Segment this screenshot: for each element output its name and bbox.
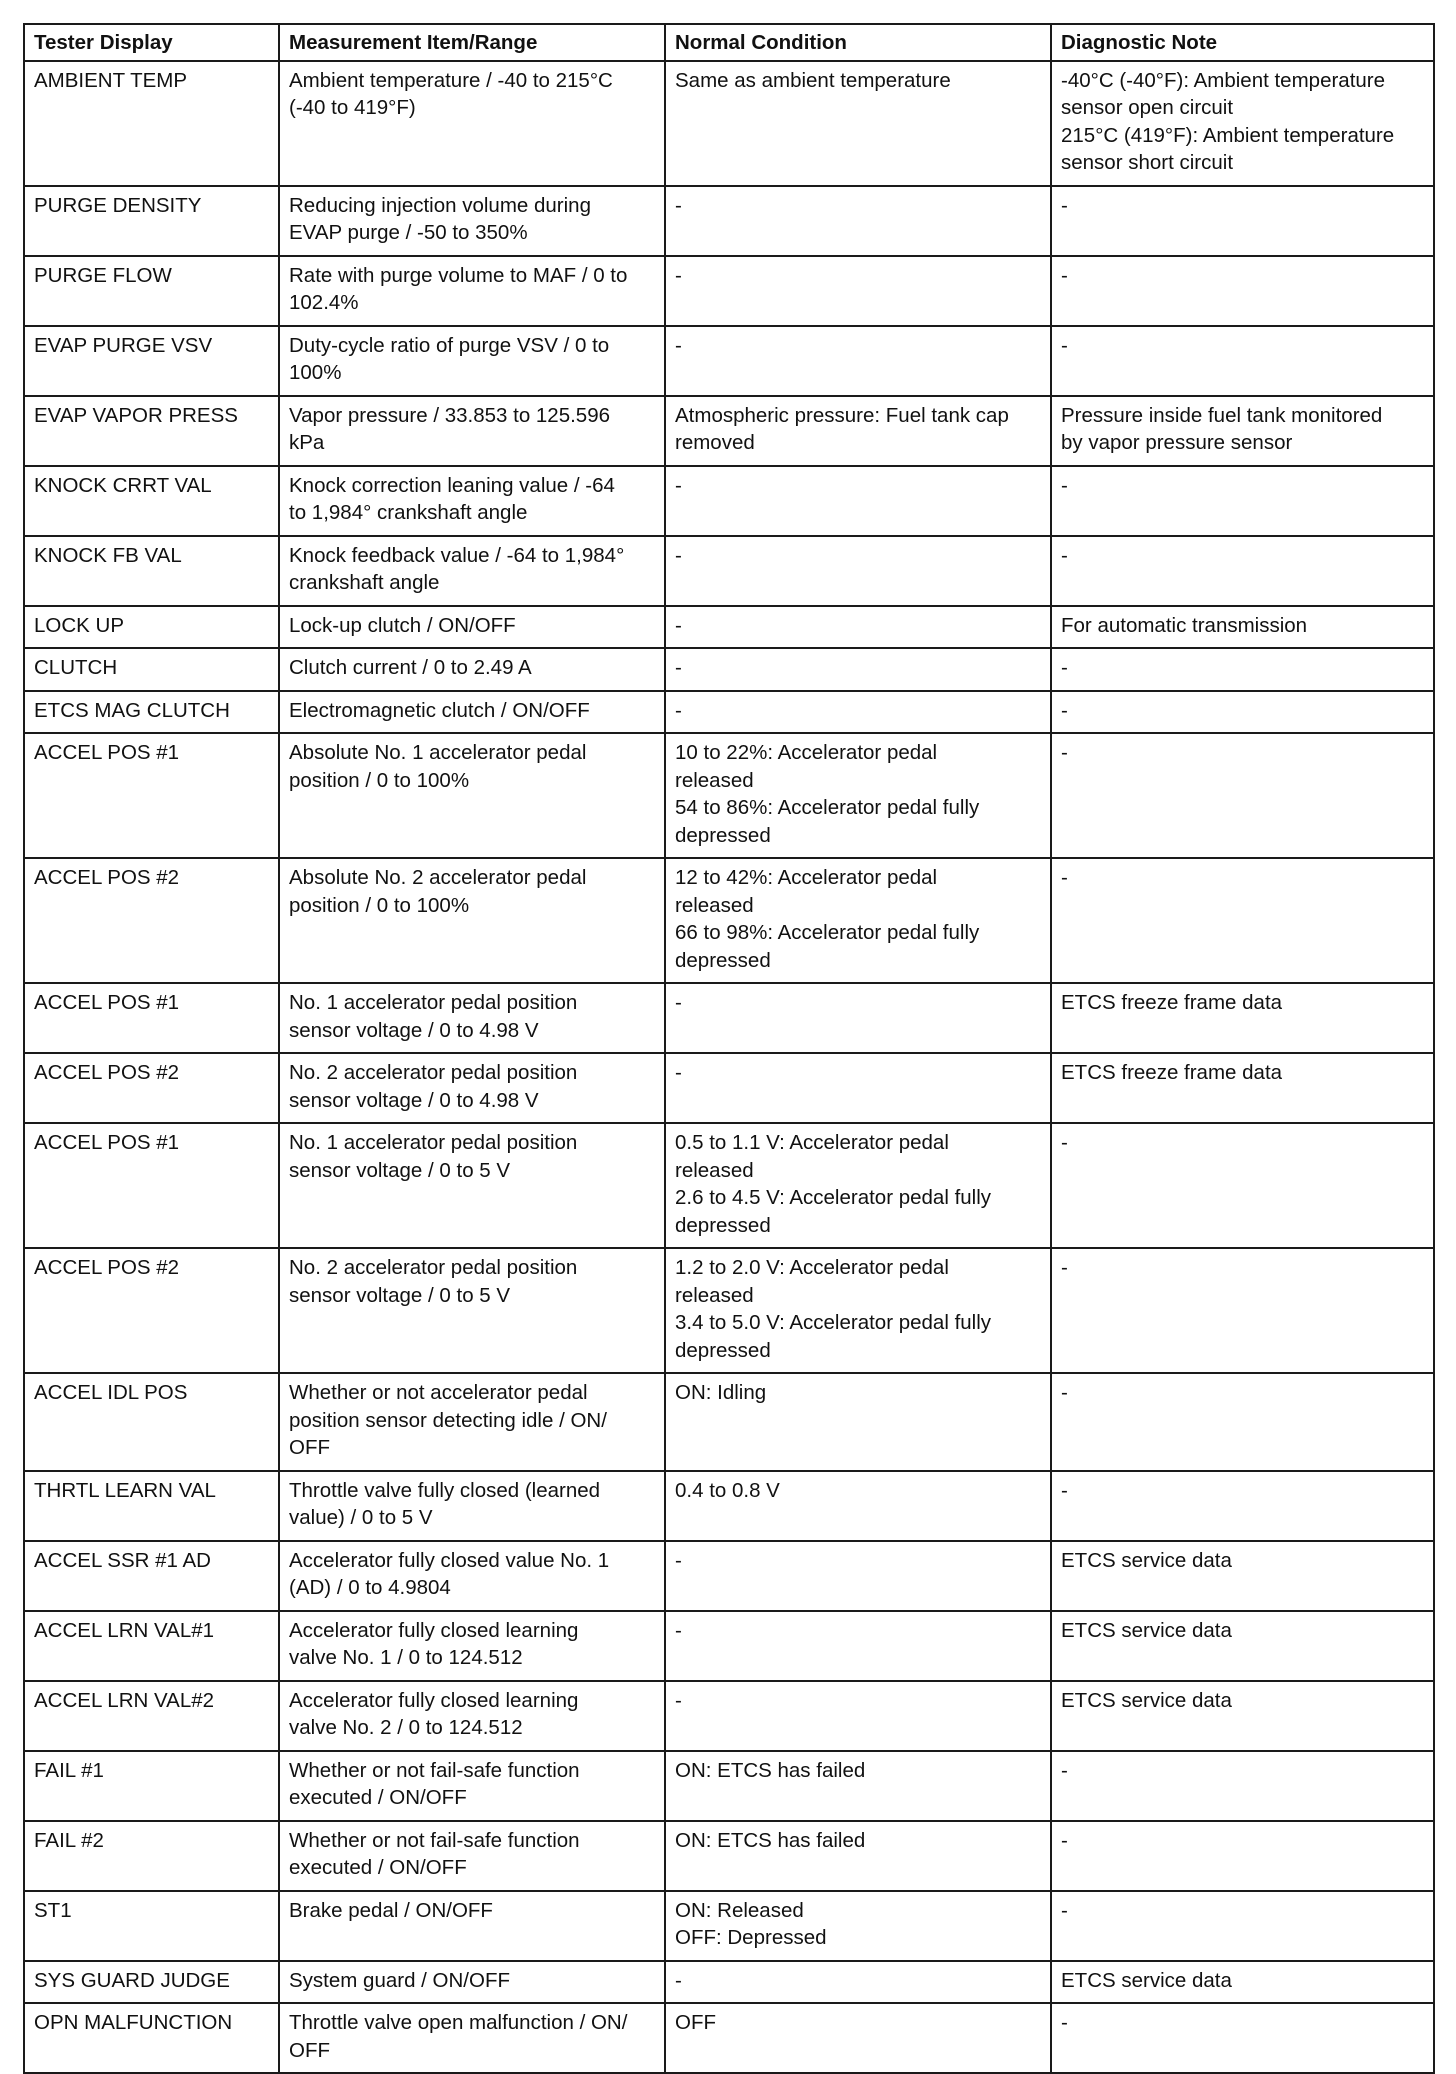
cell-tester-display: ACCEL POS #2 (24, 1248, 279, 1373)
cell-diagnostic-note: - (1051, 1471, 1434, 1541)
cell-measurement-item: Electromagnetic clutch / ON/OFF (279, 691, 665, 734)
cell-diagnostic-note: ETCS service data (1051, 1541, 1434, 1611)
cell-normal-condition: - (665, 983, 1051, 1053)
table-row (24, 186, 1434, 256)
table-row (24, 256, 1434, 326)
cell-normal-condition: - (665, 1681, 1051, 1751)
cell-measurement-item: Whether or not fail-safe function executed / ON/OFF (279, 1821, 665, 1891)
table-row (24, 858, 1434, 983)
cell-normal-condition: - (665, 606, 1051, 649)
cell-measurement-item: Throttle valve open malfunction / ON/ OFF (279, 2003, 665, 2073)
cell-normal-condition: ON: Idling (665, 1373, 1051, 1471)
cell-measurement-item: Duty-cycle ratio of purge VSV / 0 to 100% (279, 326, 665, 396)
cell-normal-condition: - (665, 648, 1051, 691)
cell-measurement-item: Knock feedback value / -64 to 1,984° crankshaft angle (279, 536, 665, 606)
table-row (24, 1611, 1434, 1681)
cell-tester-display: ACCEL POS #2 (24, 1053, 279, 1123)
cell-measurement-item: Throttle valve fully closed (learned value) / 0 to 5 V (279, 1471, 665, 1541)
cell-tester-display: THRTL LEARN VAL (24, 1471, 279, 1541)
cell-normal-condition: - (665, 536, 1051, 606)
header-diagnostic-note: Diagnostic Note (1051, 24, 1434, 61)
table-row (24, 1961, 1434, 2004)
table-row (24, 2003, 1434, 2073)
table-row (24, 326, 1434, 396)
header-measurement-item: Measurement Item/Range (279, 24, 665, 61)
table-row (24, 1681, 1434, 1751)
cell-normal-condition: - (665, 691, 1051, 734)
cell-measurement-item: No. 1 accelerator pedal position sensor voltage / 0 to 5 V (279, 1123, 665, 1248)
cell-diagnostic-note: - (1051, 1248, 1434, 1373)
table-body (24, 61, 1434, 2074)
tester-data-table (23, 23, 1435, 2074)
cell-diagnostic-note: - (1051, 256, 1434, 326)
cell-normal-condition: Same as ambient temperature (665, 61, 1051, 186)
cell-normal-condition: 0.4 to 0.8 V (665, 1471, 1051, 1541)
table-row (24, 536, 1434, 606)
cell-normal-condition: - (665, 326, 1051, 396)
cell-measurement-item: Vapor pressure / 33.853 to 125.596 kPa (279, 396, 665, 466)
cell-tester-display: EVAP VAPOR PRESS (24, 396, 279, 466)
cell-normal-condition: - (665, 1053, 1051, 1123)
table-row (24, 733, 1434, 858)
cell-normal-condition: - (665, 256, 1051, 326)
cell-normal-condition: Atmospheric pressure: Fuel tank cap removed (665, 396, 1051, 466)
cell-tester-display: ST1 (24, 1891, 279, 1961)
table-row (24, 1053, 1434, 1123)
cell-diagnostic-note: - (1051, 1821, 1434, 1891)
table-row (24, 1373, 1434, 1471)
cell-tester-display: SYS GUARD JUDGE (24, 1961, 279, 2004)
cell-measurement-item: Whether or not accelerator pedal position sensor detecting idle / ON/ OFF (279, 1373, 665, 1471)
cell-measurement-item: Brake pedal / ON/OFF (279, 1891, 665, 1961)
cell-measurement-item: No. 2 accelerator pedal position sensor voltage / 0 to 4.98 V (279, 1053, 665, 1123)
cell-measurement-item: Clutch current / 0 to 2.49 A (279, 648, 665, 691)
cell-measurement-item: No. 2 accelerator pedal position sensor voltage / 0 to 5 V (279, 1248, 665, 1373)
cell-normal-condition: 0.5 to 1.1 V: Accelerator pedal released 2.6 to 4.5 V: Accelerator pedal fully depressed (665, 1123, 1051, 1248)
cell-tester-display: ACCEL LRN VAL#2 (24, 1681, 279, 1751)
cell-measurement-item: Absolute No. 2 accelerator pedal position / 0 to 100% (279, 858, 665, 983)
cell-tester-display: ACCEL IDL POS (24, 1373, 279, 1471)
cell-diagnostic-note: ETCS service data (1051, 1681, 1434, 1751)
table-row (24, 1751, 1434, 1821)
cell-measurement-item: Lock-up clutch / ON/OFF (279, 606, 665, 649)
cell-tester-display: PURGE FLOW (24, 256, 279, 326)
cell-diagnostic-note: - (1051, 466, 1434, 536)
cell-measurement-item: No. 1 accelerator pedal position sensor voltage / 0 to 4.98 V (279, 983, 665, 1053)
cell-diagnostic-note: - (1051, 2003, 1434, 2073)
cell-diagnostic-note: - (1051, 1751, 1434, 1821)
cell-normal-condition: - (665, 186, 1051, 256)
cell-tester-display: CLUTCH (24, 648, 279, 691)
cell-measurement-item: Accelerator fully closed learning valve No. 2 / 0 to 124.512 (279, 1681, 665, 1751)
cell-measurement-item: Whether or not fail-safe function executed / ON/OFF (279, 1751, 665, 1821)
cell-tester-display: KNOCK FB VAL (24, 536, 279, 606)
cell-diagnostic-note: - (1051, 648, 1434, 691)
cell-tester-display: AMBIENT TEMP (24, 61, 279, 186)
cell-diagnostic-note: - (1051, 326, 1434, 396)
cell-normal-condition: - (665, 466, 1051, 536)
cell-diagnostic-note: - (1051, 691, 1434, 734)
cell-normal-condition: ON: ETCS has failed (665, 1751, 1051, 1821)
cell-diagnostic-note: ETCS service data (1051, 1961, 1434, 2004)
header-normal-condition: Normal Condition (665, 24, 1051, 61)
cell-normal-condition: - (665, 1611, 1051, 1681)
table-row (24, 1123, 1434, 1248)
cell-diagnostic-note: Pressure inside fuel tank monitored by vapor pressure sensor (1051, 396, 1434, 466)
table-row (24, 1821, 1434, 1891)
table-row (24, 1471, 1434, 1541)
cell-tester-display: ACCEL POS #1 (24, 983, 279, 1053)
table-row (24, 396, 1434, 466)
cell-tester-display: ACCEL POS #1 (24, 1123, 279, 1248)
cell-tester-display: PURGE DENSITY (24, 186, 279, 256)
table-header-row (24, 24, 1434, 61)
table-row (24, 1541, 1434, 1611)
cell-diagnostic-note: ETCS freeze frame data (1051, 1053, 1434, 1123)
cell-normal-condition: 12 to 42%: Accelerator pedal released 66 to 98%: Accelerator pedal fully depressed (665, 858, 1051, 983)
cell-tester-display: ACCEL LRN VAL#1 (24, 1611, 279, 1681)
cell-tester-display: FAIL #2 (24, 1821, 279, 1891)
cell-normal-condition: - (665, 1961, 1051, 2004)
cell-measurement-item: Ambient temperature / -40 to 215°C (-40 to 419°F) (279, 61, 665, 186)
table-row (24, 61, 1434, 186)
cell-diagnostic-note: For automatic transmission (1051, 606, 1434, 649)
cell-diagnostic-note: ETCS freeze frame data (1051, 983, 1434, 1053)
cell-tester-display: FAIL #1 (24, 1751, 279, 1821)
cell-tester-display: EVAP PURGE VSV (24, 326, 279, 396)
cell-tester-display: ACCEL SSR #1 AD (24, 1541, 279, 1611)
table-row (24, 606, 1434, 649)
cell-measurement-item: Accelerator fully closed learning valve No. 1 / 0 to 124.512 (279, 1611, 665, 1681)
cell-diagnostic-note: - (1051, 186, 1434, 256)
cell-measurement-item: Reducing injection volume during EVAP purge / -50 to 350% (279, 186, 665, 256)
cell-measurement-item: System guard / ON/OFF (279, 1961, 665, 2004)
cell-normal-condition: OFF (665, 2003, 1051, 2073)
cell-normal-condition: ON: Released OFF: Depressed (665, 1891, 1051, 1961)
cell-diagnostic-note: - (1051, 1891, 1434, 1961)
cell-normal-condition: 10 to 22%: Accelerator pedal released 54 to 86%: Accelerator pedal fully depressed (665, 733, 1051, 858)
table-row (24, 691, 1434, 734)
cell-tester-display: ACCEL POS #1 (24, 733, 279, 858)
cell-diagnostic-note: - (1051, 858, 1434, 983)
table-row (24, 983, 1434, 1053)
cell-measurement-item: Absolute No. 1 accelerator pedal position / 0 to 100% (279, 733, 665, 858)
cell-measurement-item: Accelerator fully closed value No. 1 (AD) / 0 to 4.9804 (279, 1541, 665, 1611)
cell-diagnostic-note: - (1051, 536, 1434, 606)
cell-diagnostic-note: - (1051, 1373, 1434, 1471)
cell-diagnostic-note: - (1051, 733, 1434, 858)
table-row (24, 1248, 1434, 1373)
cell-normal-condition: ON: ETCS has failed (665, 1821, 1051, 1891)
cell-diagnostic-note: - (1051, 1123, 1434, 1248)
table-row (24, 466, 1434, 536)
cell-normal-condition: 1.2 to 2.0 V: Accelerator pedal released 3.4 to 5.0 V: Accelerator pedal fully depressed (665, 1248, 1051, 1373)
table-row (24, 1891, 1434, 1961)
cell-tester-display: ACCEL POS #2 (24, 858, 279, 983)
table-row (24, 648, 1434, 691)
cell-diagnostic-note: ETCS service data (1051, 1611, 1434, 1681)
cell-measurement-item: Knock correction leaning value / -64 to 1,984° crankshaft angle (279, 466, 665, 536)
cell-measurement-item: Rate with purge volume to MAF / 0 to 102.4% (279, 256, 665, 326)
cell-tester-display: KNOCK CRRT VAL (24, 466, 279, 536)
cell-tester-display: OPN MALFUNCTION (24, 2003, 279, 2073)
cell-tester-display: LOCK UP (24, 606, 279, 649)
cell-diagnostic-note: -40°C (-40°F): Ambient temperature sensor open circuit 215°C (419°F): Ambient temperature sensor short circuit (1051, 61, 1434, 186)
header-tester-display: Tester Display (24, 24, 279, 61)
cell-normal-condition: - (665, 1541, 1051, 1611)
cell-tester-display: ETCS MAG CLUTCH (24, 691, 279, 734)
